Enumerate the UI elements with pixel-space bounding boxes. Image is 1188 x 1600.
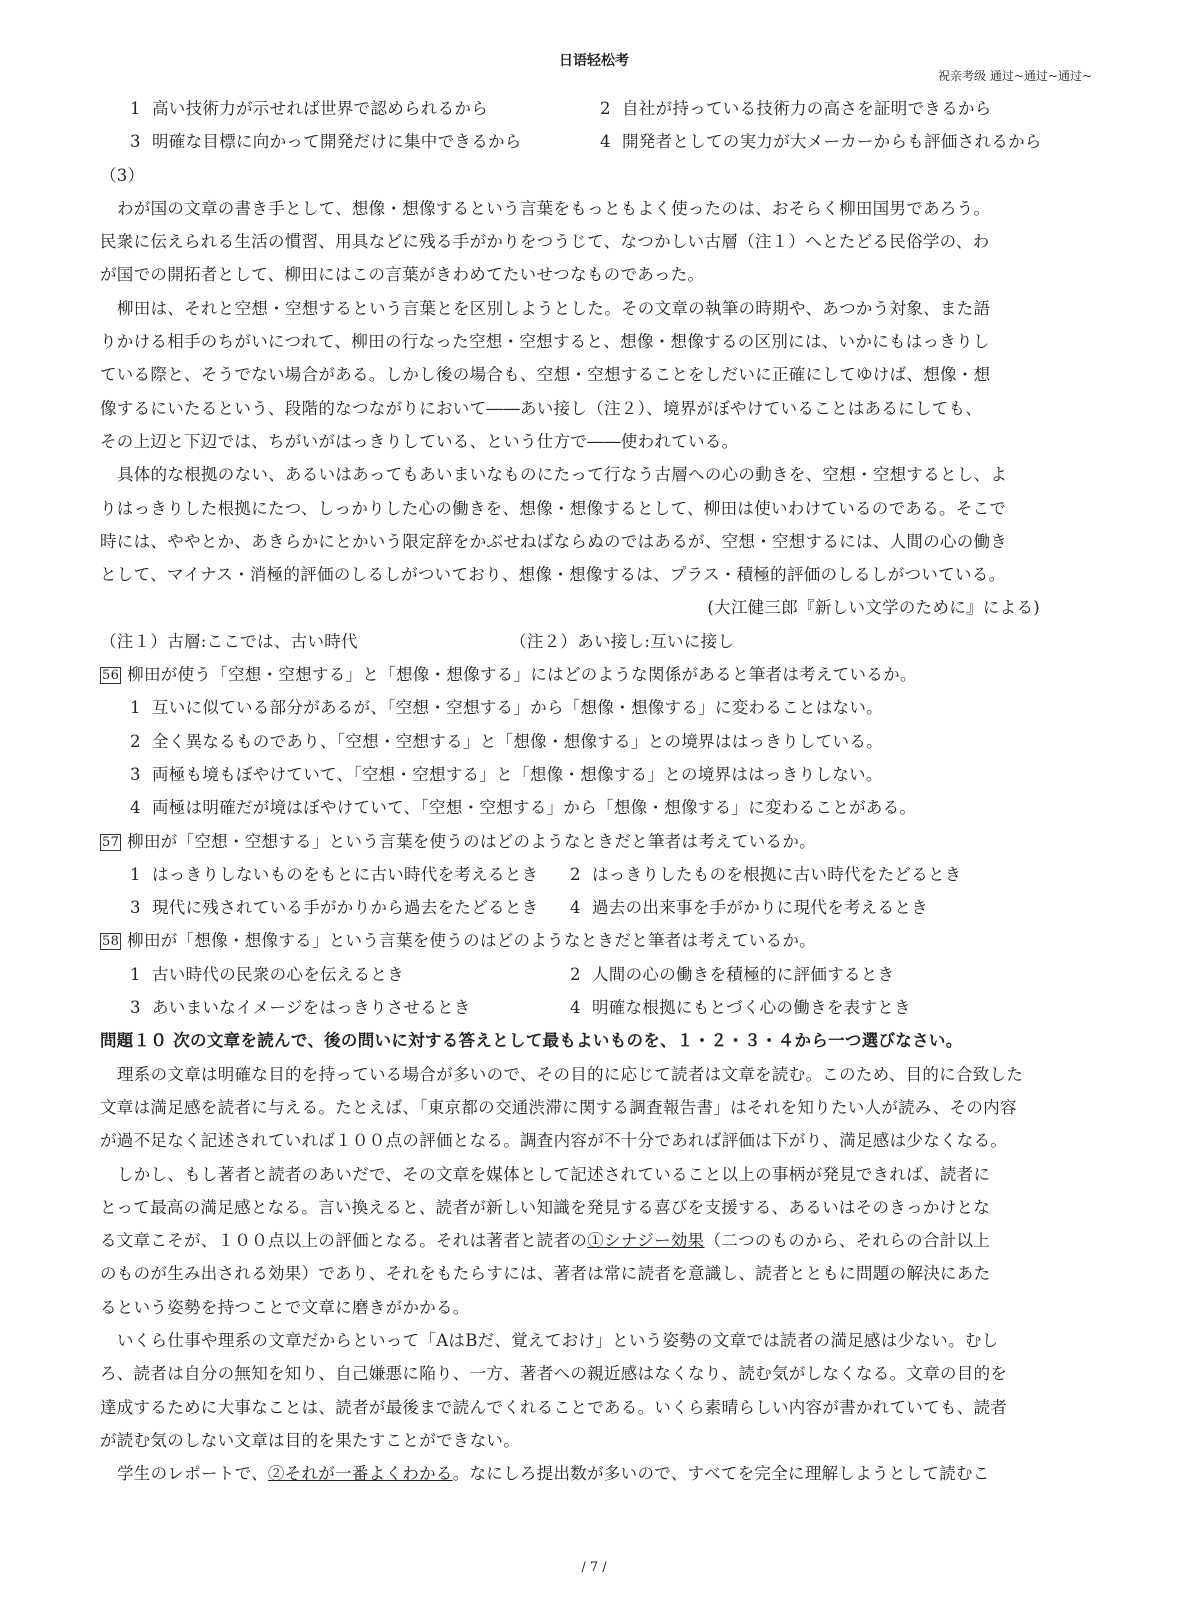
passage-line: しかし、もし著者と読者のあいだで、その文章を媒体として記述されていること以上の事柄が発見できれば、読者に xyxy=(117,1164,991,1184)
page-content xyxy=(100,92,1090,1490)
question-58-stem: 58 柳田が「想像・想像する」という言葉を使うのはどのようなときだと筆者は考えているか。 xyxy=(102,931,816,951)
question-58-options-row-2 xyxy=(100,991,1090,1024)
prev-options-row-1 xyxy=(100,92,1090,125)
question-57-options-row-2 xyxy=(100,891,1090,924)
question-56-option-2[interactable]: 2 全く異なるものであり、「空想・空想する」と「想像・想像する」との境界ははっきりしている。 xyxy=(130,731,883,751)
passage-line: 学生のレポートで、②それが一番よくわかる。なにしろ提出数が多いので、すべてを完全に理解しようとして読むこ xyxy=(117,1464,990,1484)
question-57-option-3[interactable]: 3 現代に残されている手がかりから過去をたどるとき xyxy=(130,898,539,918)
question-57-stem: 57 柳田が「空想・空想する」という言葉を使うのはどのようなときだと筆者は考えているか。 xyxy=(102,831,816,851)
option-item: 2 自社が持っている技術力の高さを証明できるから xyxy=(600,99,992,118)
source-citation: (大江健三郎『新しい文学のために』による) xyxy=(707,598,1040,618)
passage-line: として、マイナス・消極的評価のしるしがついており、想像・想像するは、プラス・積極的評価のしるしがついている。 xyxy=(100,565,1006,585)
passage-line: のものが生み出される効果）であり、それをもたらすには、著者は常に読者を意識し、読者とともに問題の解決にあた xyxy=(100,1264,991,1284)
question-number-box: 56 xyxy=(102,668,120,684)
passage-line: るという姿勢を持つことで文章に磨きがかかる。 xyxy=(100,1297,470,1317)
passage-line: が過不足なく記述されていれば１００点の評価となる。調査内容が不十分であれば評価は下がり、満足感は少なくなる。 xyxy=(100,1131,1008,1151)
option-item: 3 明確な目標に向かって開発だけに集中できるから xyxy=(130,132,522,152)
question-56-stem: 56 柳田が使う「空想・空想する」と「想像・想像する」にはどのような関係があると筆者は考えているか。 xyxy=(102,665,917,685)
note-2: （注２）あい接し:互いに接し xyxy=(510,631,735,651)
passage-line: ろ、読者は自分の無知を知り、自己嫌悪に陥り、一方、著者への親近感はなくなり、読む気がしなくなる。文章の目的を xyxy=(100,1364,1008,1384)
question-58-option-1[interactable]: 1 古い時代の民衆の心を伝えるとき xyxy=(130,964,404,984)
passage-line: 達成するために大事なことは、読者が最後まで読んでくれることである。いくら素晴らしい内容が書かれていても、読者 xyxy=(100,1397,1008,1417)
question-57-option-2[interactable]: 2 はっきりしたものを根拠に古い時代をたどるとき xyxy=(570,864,962,884)
underlined-synergy-effect: ①シナジー効果 xyxy=(587,1231,705,1251)
passage-line: 文章は満足感を読者に与える。たとえば、「東京都の交通渋滞に関する調査報告書」はそれを知りたい人が読み、その内容 xyxy=(100,1097,1017,1117)
question-58-options-row-1 xyxy=(100,958,1090,991)
question-57-options-row-1 xyxy=(100,858,1090,891)
passage-line: りはっきりした根拠にたつ、しっかりした心の働きを、想像・想像するとして、柳田は使いわけているのである。そこで xyxy=(100,498,1007,518)
question-number-box: 57 xyxy=(102,834,120,850)
passage-line: とって最高の満足感となる。言い換えると、読者が新しい知識を発見する喜びを支援する、あるいはそのきっかけとな xyxy=(100,1197,991,1217)
passage-line: 具体的な根拠のない、あるいはあってもあいまいなものにたって行なう古層への心の動きを、空想・空想するとし、よ xyxy=(117,465,1008,485)
passage-line: 柳田は、それと空想・空想するという言葉とを区別しようとした。その文章の執筆の時期や、あつかう対象、また語 xyxy=(117,298,991,318)
passage-line: 民衆に伝えられる生活の慣習、用具などに残る手がかりをつうじて、なつかしい古層（注１）へとたどる民俗学の、わ xyxy=(100,232,990,252)
question-58-option-3[interactable]: 3 あいまいなイメージをはっきりさせるとき xyxy=(130,998,471,1018)
question-number-box: 58 xyxy=(102,934,120,950)
option-item: 4 開発者としての実力が大メーカーからも評価されるから xyxy=(600,132,1042,152)
section-label: （3） xyxy=(100,165,145,185)
passage-line: 像するにいたるという、段階的なつながりにおいて――あい接し（注２）、境界がぼやけていることはあるにしても、 xyxy=(100,398,983,418)
passage-line: 時には、ややとか、あきらかにとかいう限定辞をかぶせねばならぬのではあるが、空想・空想するには、人間の心の働き xyxy=(100,531,1008,551)
passage-line: 理系の文章は明確な目的を持っている場合が多いので、その目的に応じて読者は文章を読む。このため、目的に合致した xyxy=(117,1064,1024,1084)
passage-line: わが国の文章の書き手として、想像・想像するという言葉をもっともよく使ったのは、おそらく柳田国男であろう。 xyxy=(117,198,991,218)
question-56-option-1[interactable]: 1 互いに似ている部分があるが、「空想・空想する」から「想像・想像する」に変わることはない。 xyxy=(130,698,883,718)
passage-line: る文章こそが、１００点以上の評価となる。それは著者と読者の①シナジー効果（二つのものから、それらの合計以上 xyxy=(100,1231,991,1251)
note-1: （注１）古層:ここでは、古い時代 xyxy=(100,631,358,651)
question-58-option-4[interactable]: 4 明確な根拠にもとづく心の働きを表すとき xyxy=(570,998,911,1018)
problem-10-heading: 問題１０ 次の文章を読んで、後の問いに対する答えとして最もよいものを、１・２・３・４から一つ選びなさい。 xyxy=(100,1031,963,1051)
underlined-phrase-2: ②それが一番よくわかる xyxy=(267,1464,453,1484)
header-title: 日语轻松考 xyxy=(559,53,629,69)
option-item: 1 高い技術力が示せれば世界で認められるから xyxy=(130,99,488,118)
question-57-option-4[interactable]: 4 過去の出来事を手がかりに現代を考えるとき xyxy=(570,898,928,918)
passage-line: ている際と、そうでない場合がある。しかし後の場合も、空想・空想することをしだいに正確にしてゆけば、想像・想 xyxy=(100,365,991,385)
question-56-option-3[interactable]: 3 両極も境もぼやけていて、「空想・空想する」と「想像・想像する」との境界ははっきりしない。 xyxy=(130,764,883,784)
passage-line: が国での開拓者として、柳田にはこの言葉がきわめてたいせつなものであった。 xyxy=(100,265,705,285)
passage-line: その上辺と下辺では、ちがいがはっきりしている、という仕方で――使われている。 xyxy=(100,431,739,451)
prev-options-row-2 xyxy=(100,125,1090,158)
passage-line: りかける相手のちがいにつれて、柳田の行なった空想・空想すると、想像・想像するの区別には、いかにもはっきりし xyxy=(100,332,990,352)
question-58-option-2[interactable]: 2 人間の心の働きを積極的に評価するとき xyxy=(570,964,895,984)
passage-line: いくら仕事や理系の文章だからといって「AはBだ、覚えておけ」という姿勢の文章では読者の満足感は少ない。むし xyxy=(117,1330,999,1350)
question-57-option-1[interactable]: 1 はっきりしないものをもとに古い時代を考えるとき xyxy=(130,864,539,884)
notes-row xyxy=(100,625,1090,658)
question-56-option-4[interactable]: 4 両極は明確だが境はぼやけていて、「空想・空想する」から「想像・想像する」に変わることがある。 xyxy=(130,798,917,818)
page-number: / 7 / xyxy=(581,1560,607,1575)
header-tag: 祝亲考级 通过~通过~通过~ xyxy=(938,69,1092,83)
passage-line: が読む気のしない文章は目的を果たすことができない。 xyxy=(100,1430,520,1450)
